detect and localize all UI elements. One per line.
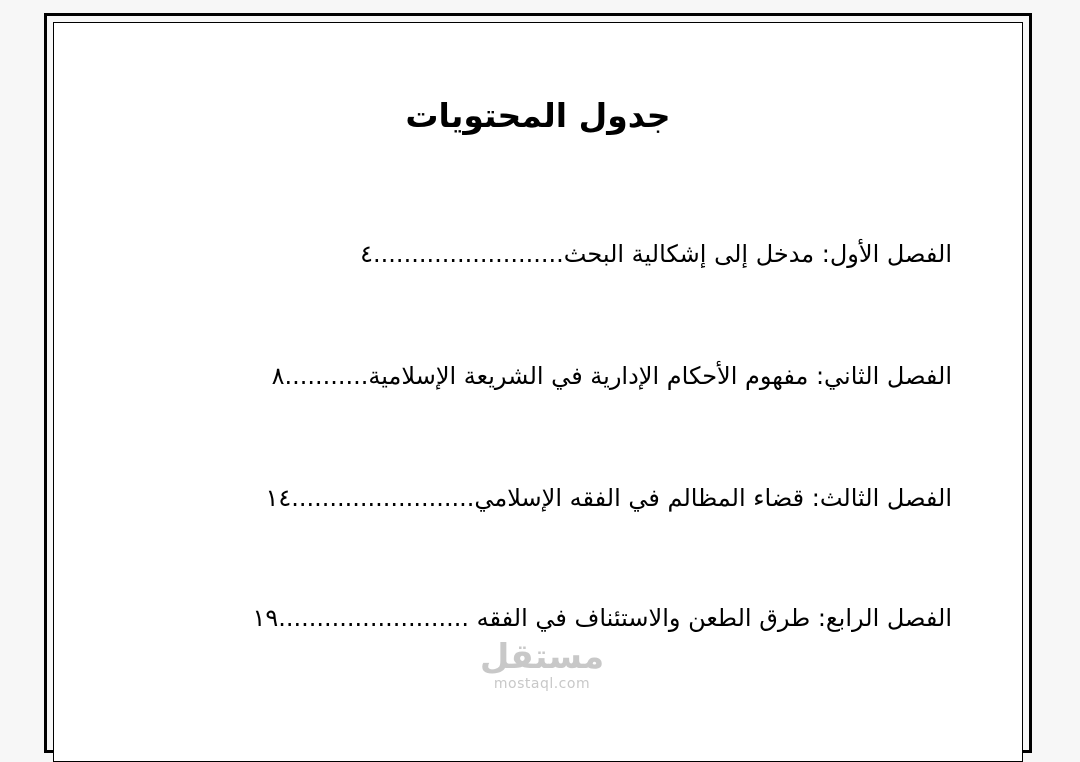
watermark-arabic: مستقل xyxy=(479,637,605,677)
toc-entry-chapter-1: الفصل الأول: مدخل إلى إشكالية البحث.........................٤ xyxy=(360,240,952,268)
toc-entry-chapter-4: الفصل الرابع: طرق الطعن والاستئناف في الفقه .........................١٩ xyxy=(252,604,952,632)
toc-heading: جدول المحتويات xyxy=(405,96,671,135)
toc-entry-chapter-2: الفصل الثاني: مفهوم الأحكام الإدارية في الشريعة الإسلامية...........٨ xyxy=(271,362,952,390)
watermark-latin: mostaql.com xyxy=(493,676,591,692)
toc-entry-chapter-3: الفصل الثالث: قضاء المظالم في الفقه الإسلامي........................١٤ xyxy=(265,484,952,512)
